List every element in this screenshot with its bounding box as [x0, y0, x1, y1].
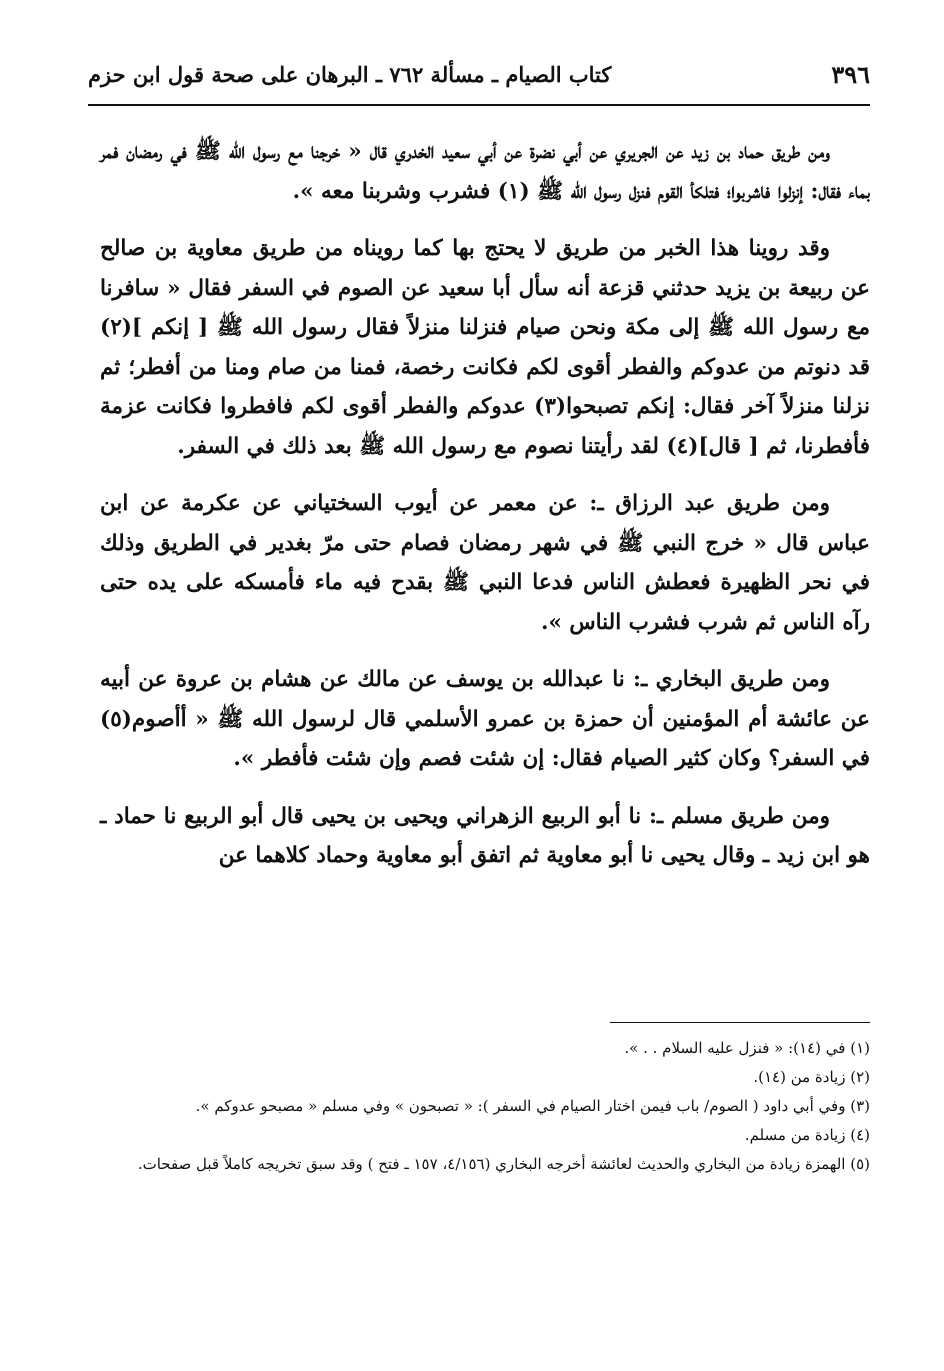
- page-header: [88, 58, 870, 102]
- paragraph: ومن طريق عبد الرزاق ـ: عن معمر عن أيوب السختياني عن عكرمة عن ابن عباس قال « خرج النبي ﷺ في شهر رمضان فصام حتى مرّ بغدير في الطريق وذلك في نحر الظهيرة فعطش الناس فدعا النبي ﷺ بقدح فيه ماء فأمسكه على يده حتى رآه الناس ثم شرب فشرب الناس ».: [100, 491, 870, 635]
- main-text: [100, 132, 870, 894]
- header-rule: [88, 104, 870, 106]
- running-title: كتاب الصيام ـ مسألة ٧٦٢ ـ البرهان على صحة قول ابن حزم: [88, 62, 612, 87]
- paragraph: وقد روينا هذا الخبر من طريق لا يحتج بها كما رويناه من طريق معاوية بن صالح عن ربيعة بن يزيد حدثني قزعة أنه سأل أبا سعيد عن الصوم في السفر فقال « سافرنا مع رسول الله ﷺ إلى مكة ونحن صيام فنزلنا منزلاً فقال رسول الله ﷺ [ إنكم ](٢) قد دنوتم من عدوكم والفطر أقوى لكم فكانت رخصة، فمنا من صام ومنا من أفطر؛ ثم نزلنا منزلاً آخر فقال: إنكم تصبحوا(٣) عدوكم والفطر أقوى لكم فافطروا فكانت عزمة فأفطرنا، ثم [ قال](٤) لقد رأيتنا نصوم مع رسول الله ﷺ بعد ذلك في السفر.: [100, 236, 870, 459]
- footnote: (١) في (١٤): « فنزل عليه السلام . . ».: [624, 1039, 870, 1057]
- paragraph: ومن طريق مسلم ـ: نا أبو الربيع الزهراني ويحيى بن يحيى قال أبو الربيع نا حماد ـ هو ابن زيد ـ وقال يحيى نا أبو معاوية ثم اتفق أبو معاوية وحماد كلاهما عن: [100, 803, 870, 868]
- footnote: (٤) زيادة من مسلم.: [744, 1126, 870, 1144]
- footnote: (٢) زيادة من (١٤).: [753, 1068, 870, 1086]
- footnote: (٥) الهمزة زيادة من البخاري والحديث لعائشة أخرجه البخاري (٤/١٥٦، ١٥٧ ـ فتح ) وقد سبق تخريجه كاملاً قبل صفحات.: [137, 1155, 870, 1173]
- footnote-separator: [610, 1022, 870, 1023]
- footnotes: [100, 1034, 870, 1179]
- paragraph: ومن طريق البخاري ـ: نا عبدالله بن يوسف عن مالك عن هشام بن عروة عن أبيه عن عائشة أم المؤمنين أن حمزة بن عمرو الأسلمي قال لرسول الله ﷺ « أأصوم(٥) في السفر؟ وكان كثير الصيام فقال: إن شئت فصم وإن شئت فأفطر ».: [100, 667, 870, 771]
- paragraph: ومن طريق حماد بن زيد عن الجريري عن أبي نضرة عن أبي سعيد الخدري قال « خرجنا مع رسول الله ﷺ في رمضان فمر بماء فقال: إنزلوا فاشربوا؛ فتلكأ القوم فنزل رسول الله ﷺ (١) فشرب وشربنا معه ».: [100, 139, 870, 204]
- page-number: ٣٩٦: [831, 60, 870, 89]
- footnote: (٣) وفي أبي داود ( الصوم/ باب فيمن اختار الصيام في السفر ): « تصبحون » وفي مسلم « مصبحو عدوكم ».: [195, 1097, 870, 1115]
